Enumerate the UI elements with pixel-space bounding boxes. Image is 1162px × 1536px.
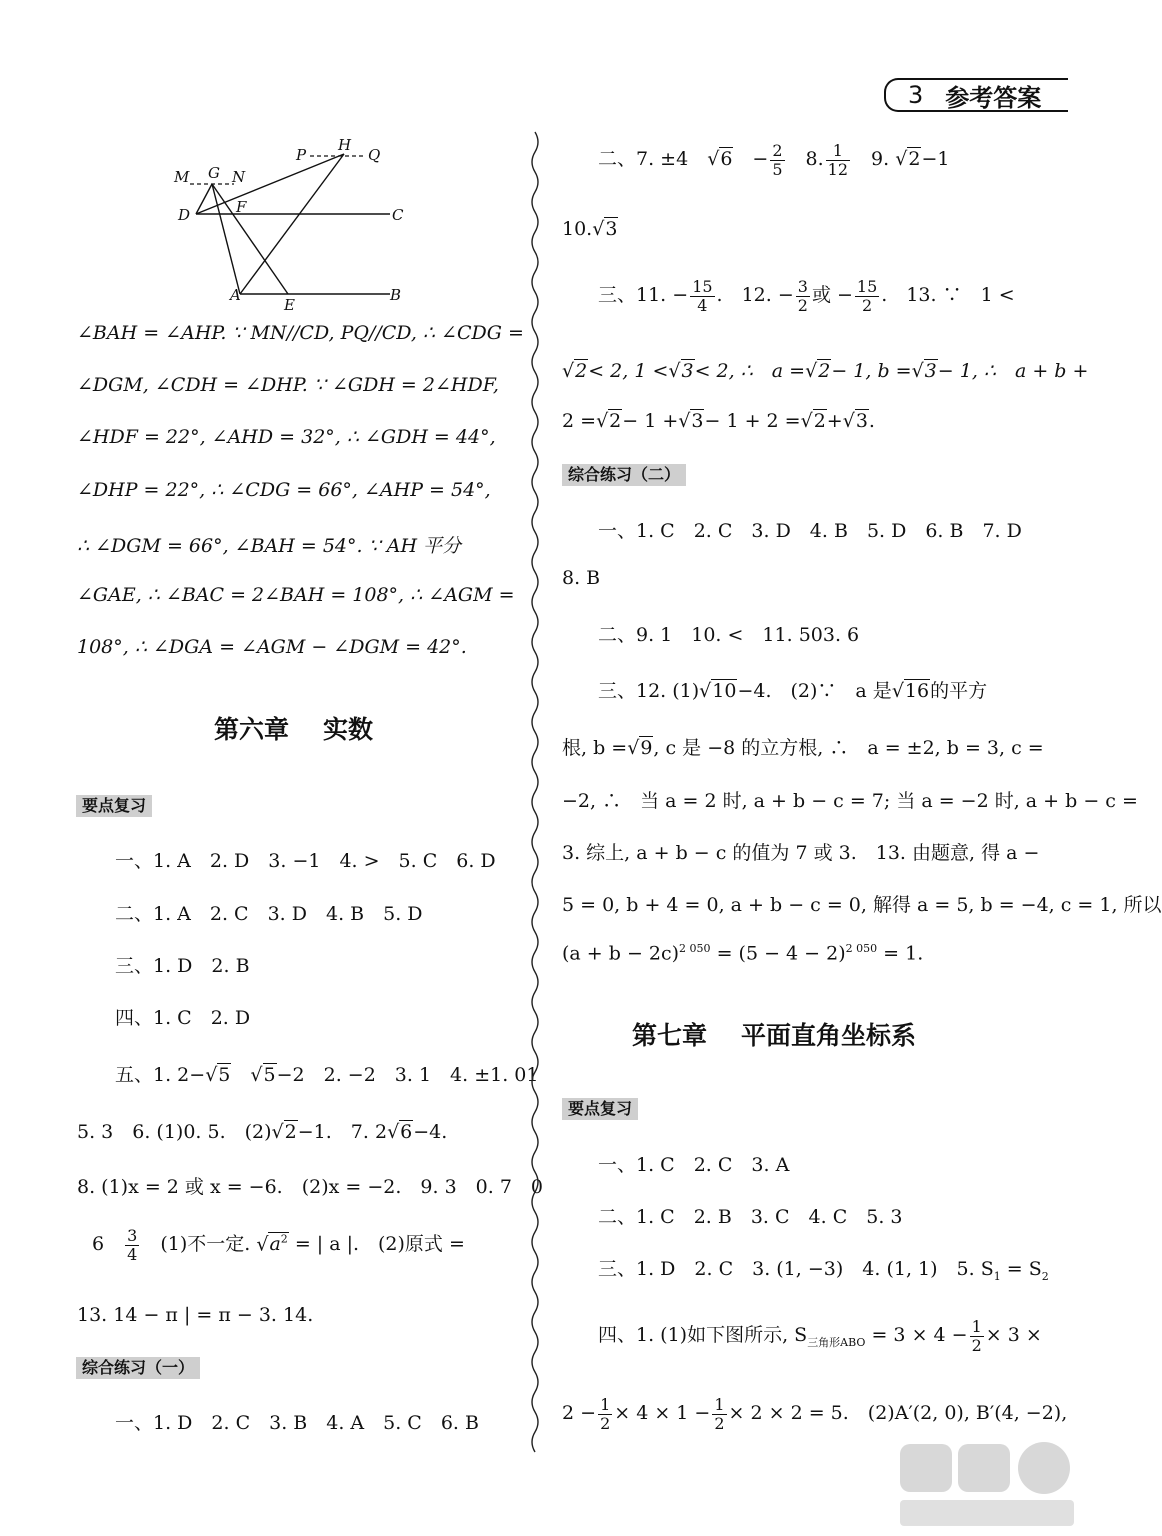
header-title: 参考答案 (945, 83, 1042, 112)
answer-line (562, 218, 618, 240)
line-dg (196, 184, 212, 214)
text-run: − 1, ∴ a + b + (937, 360, 1089, 382)
radical: √6 (387, 1121, 413, 1143)
answer-line (598, 278, 1015, 314)
text-run: 三、12. (1) (598, 680, 700, 702)
label-f: F (236, 198, 247, 216)
radical: √9 (627, 737, 653, 759)
label-p: P (296, 146, 307, 164)
fraction: $\frac{2}{5}$ (772, 141, 783, 179)
section-badge-review-2: 要点复习 (562, 1098, 638, 1120)
chapter-7-number: 第七章 (632, 1021, 708, 1050)
text-run: 10. (562, 218, 593, 240)
radical: √2 (895, 148, 921, 171)
label-m: M (174, 168, 190, 186)
answer-line (562, 942, 923, 964)
page-number: 3 (908, 81, 924, 109)
label-e: E (284, 296, 295, 314)
radical: $√a^2$ (256, 1232, 288, 1256)
answer-line (562, 356, 1088, 383)
text-run: < 2, ∴ a = (694, 360, 806, 382)
text-run: . 12. − (716, 284, 794, 307)
text-run: < 2, 1 < (588, 360, 669, 382)
answer-line: 8. B (562, 567, 601, 589)
proof-line-4: ∠DHP = 22°, ∴ ∠CDG = 66°, ∠AHP = 54°, (77, 479, 491, 501)
radical: √16 (891, 680, 930, 702)
label-d: D (178, 206, 191, 224)
text-run: − 1 + 2 = (704, 410, 801, 432)
radical: √5 (205, 1064, 231, 1086)
section-badge-practice-1: 综合练习（一） (76, 1357, 200, 1379)
label-q: Q (368, 146, 381, 164)
answer-line: 一、1. C 2. C 3. A (598, 1154, 790, 1176)
radical: √2 (800, 410, 826, 432)
answer-line (115, 1060, 538, 1087)
text-run: = | a |. (2)原式 = (294, 1233, 465, 1256)
text-run: . (868, 410, 875, 432)
fraction: $\frac{1}{2}$ (971, 1317, 982, 1355)
exponent: 2 050 (845, 942, 878, 955)
radical: √6 (707, 148, 733, 171)
text-run: = 3 × 4 − (865, 1324, 968, 1347)
text-run: × 4 × 1 − (614, 1402, 711, 1425)
proof-line-7: 108°, ∴ ∠DGA = ∠AGM − ∠DGM = 42°. (77, 636, 467, 658)
answer-line: 二、9. 1 10. < 11. 503. 6 (598, 624, 860, 646)
label-a: A (230, 286, 241, 304)
section-badge-review-1: 要点复习 (76, 795, 152, 817)
proof-line-6: ∠GAE, ∴ ∠BAC = 2∠BAH = 108°, ∴ ∠AGM = (77, 584, 515, 606)
text-run: 6 (92, 1233, 105, 1256)
text-run: 9. (871, 148, 890, 171)
answer-line (598, 676, 987, 703)
text-run: 的平方 (930, 680, 988, 702)
text-run: 或 − (811, 284, 853, 307)
answer-line: 一、1. C 2. C 3. D 4. B 5. D 6. B 7. D (598, 520, 1022, 542)
chapter-6-title (214, 710, 373, 746)
label-b: B (390, 286, 402, 304)
text-run: −4. (413, 1121, 448, 1143)
exponent: 2 050 (679, 942, 711, 955)
column-divider (526, 132, 544, 1432)
answer-line (562, 410, 875, 432)
geometry-figure (168, 136, 428, 316)
answer-line: 三、1. D 2. B (115, 955, 250, 977)
text-run: −1. 7. 2 (297, 1121, 388, 1143)
radical: √3 (911, 360, 937, 382)
subscript: 1 (993, 1269, 1001, 1283)
fraction: $\frac{3}{4}$ (127, 1226, 138, 1264)
radical: √2 (596, 410, 622, 432)
answer-line: −2, ∴ 当 a = 2 时, a + b − c = 7; 当 a = −2 时, a + b − c = (562, 790, 1138, 812)
fraction: $\frac{15}{4}$ (692, 277, 713, 315)
text-run: −4. (2)∵ a 是 (737, 680, 892, 702)
label-n: N (232, 168, 246, 186)
text-run: (1)不一定. (160, 1233, 251, 1256)
proof-line-1: ∠BAH = ∠AHP. ∵ MN//CD, PQ//CD, ∴ ∠CDG = (77, 322, 524, 344)
chapter-7-name: 平面直角坐标系 (741, 1021, 917, 1050)
fraction: $\frac{15}{2}$ (856, 277, 878, 315)
answer-line (598, 1318, 1042, 1354)
subscript: 2 (1041, 1269, 1049, 1283)
fraction: $\frac{1}{12}$ (827, 141, 849, 179)
chapter-6-name: 实数 (323, 715, 374, 744)
fraction: $\frac{1}{2}$ (714, 1395, 725, 1433)
text-run: × 3 × (985, 1324, 1042, 1347)
text-run: = 1. (877, 942, 924, 965)
answer-line: 5 = 0, b + 4 = 0, a + b − c = 0, 解得 a = 5, b = −4, c = 1, 所以 (562, 894, 1162, 916)
text-run: 四、1. (1)如下图所示, S (598, 1324, 808, 1347)
answer-line: 8. (1)x = 2 或 x = −6. (2)x = −2. 9. 3 0. 7 0 (77, 1176, 544, 1198)
radical: √2 (805, 360, 831, 382)
label-h: H (338, 136, 352, 154)
answer-line (562, 733, 1044, 760)
text-run: = (5 − 4 − 2) (710, 942, 846, 965)
text-run: 8. (805, 148, 824, 171)
text-run: 5. 3 6. (1)0. 5. (2) (77, 1121, 272, 1143)
subscript: 三角形ABO (807, 1335, 866, 1349)
text-run: = S (1000, 1258, 1042, 1280)
text-run: −1 (921, 148, 950, 171)
answer-line: 一、1. A 2. D 3. −1 4. > 5. C 6. D (115, 850, 496, 872)
label-g: G (208, 164, 220, 182)
text-run: 2 = (562, 410, 597, 432)
proof-line-3: ∠HDF = 22°, ∠AHD = 32°, ∴ ∠GDH = 44°, (77, 426, 496, 448)
answer-line: 二、1. A 2. C 3. D 4. B 5. D (115, 903, 423, 925)
fraction: $\frac{1}{2}$ (600, 1395, 611, 1433)
page-header-tab (884, 78, 1068, 112)
answer-line: 13. 14 − π | = π − 3. 14. (77, 1304, 314, 1326)
answer-line: 3. 综上, a + b − c 的值为 7 或 3. 13. 由题意, 得 a − (562, 842, 1040, 864)
text-run: , c 是 −8 的立方根, ∴ a = ±2, b = 3, c = (653, 737, 1044, 759)
line-ge (212, 184, 288, 294)
answer-line: 一、1. D 2. C 3. B 4. A 5. C 6. B (115, 1412, 479, 1434)
text-run: × 2 × 2 = 5. (2)A′(2, 0), B′(4, −2), (728, 1402, 1068, 1425)
radical: √10 (699, 680, 737, 702)
radical: √3 (842, 410, 868, 432)
text-run: −2 2. −2 3. 1 4. ±1. 01 (276, 1064, 539, 1086)
answer-line: 二、1. C 2. B 3. C 4. C 5. 3 (598, 1206, 903, 1228)
proof-line-5: ∴ ∠DGM = 66°, ∠BAH = 54°. ∵ AH 平分 (77, 535, 462, 557)
text-run: 三、11. − (598, 284, 689, 307)
fraction: $\frac{3}{2}$ (797, 277, 808, 315)
text-run: 三、1. D 2. C 3. (1, −3) 4. (1, 1) 5. S (598, 1258, 994, 1280)
answer-line: 四、1. C 2. D (115, 1007, 251, 1029)
radical: √2 (562, 360, 588, 382)
watermark-logo (898, 1438, 1076, 1530)
answer-line (562, 1396, 1067, 1432)
radical: √3 (678, 410, 704, 432)
chapter-6-number: 第六章 (214, 715, 290, 744)
text-run: 五、1. 2− (115, 1064, 206, 1086)
proof-line-2: ∠DGM, ∠CDH = ∠DHP. ∵ ∠GDH = 2∠HDF, (77, 374, 499, 396)
label-c: C (392, 206, 404, 224)
answer-line: 二、7. ±4 √6 − $\frac{2}{5}$ 8. $\frac{1}{12}$ 9. √2−1 (598, 141, 950, 179)
text-run: 2 − (562, 1402, 597, 1425)
text-run: − 1 + (622, 410, 679, 432)
text-run: (a + b − 2c) (562, 942, 680, 965)
radical: √3 (668, 360, 694, 382)
answer-line (92, 1227, 465, 1263)
text-run: . 13. ∵ 1 < (881, 284, 1015, 307)
answer-line (598, 1254, 1049, 1283)
radical: √5 (250, 1064, 276, 1086)
radical: √3 (592, 218, 618, 240)
text-run: 二、7. ±4 (598, 148, 689, 171)
text-run: − 1, b = (831, 360, 912, 382)
section-badge-practice-2: 综合练习（二） (562, 464, 686, 486)
chapter-7-title (632, 1016, 916, 1052)
answer-line (77, 1117, 447, 1144)
text-run: 根, b = (562, 737, 628, 759)
radical: √2 (271, 1121, 297, 1143)
text-run: + (826, 410, 843, 432)
